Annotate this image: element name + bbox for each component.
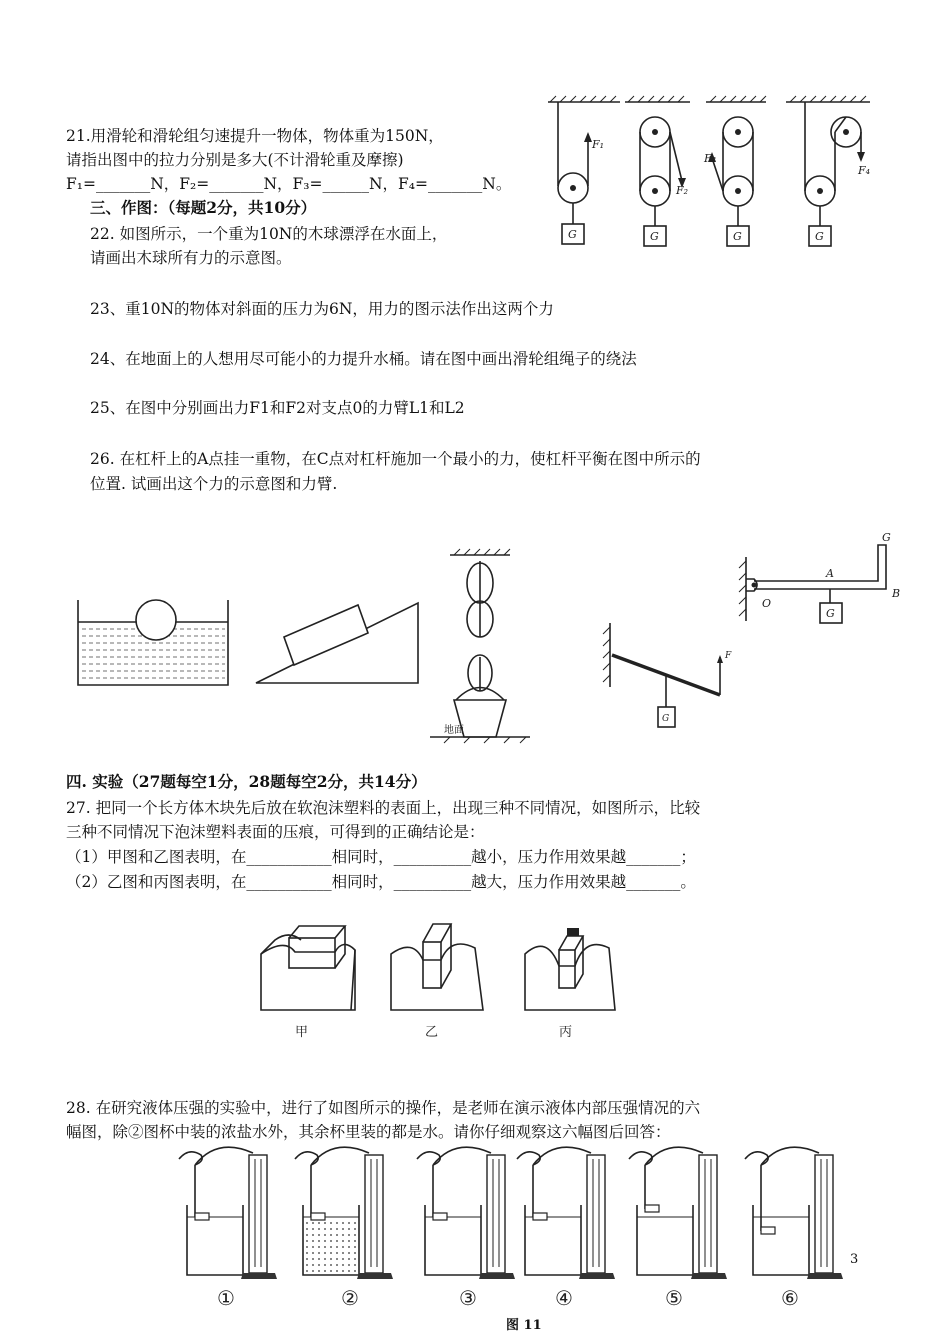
page-number: 3 bbox=[850, 1252, 859, 1267]
section3-heading: 三、作图：（每题2分，共10分） bbox=[90, 198, 317, 217]
pulley-1 bbox=[548, 96, 620, 244]
q27-line1: 27. 把同一个长方体木块先后放在软泡沫塑料的表面上，出现三种不同情况，如图所示，比较 bbox=[66, 799, 701, 817]
q27-blank2: （2）乙图和丙图表明，在___________相同时，__________越大，压力作用效果越_______。 bbox=[66, 873, 696, 891]
foam-figures bbox=[255, 918, 655, 1048]
beaker-setup bbox=[179, 1147, 277, 1279]
q26-line2: 位置. 试画出这个力的示意图和力臂. bbox=[90, 475, 338, 493]
pressure-experiment-figure bbox=[175, 1145, 875, 1320]
l-lever-figure bbox=[739, 531, 900, 623]
q21-line2: 请指出图中的拉力分别是多大(不计滑轮重及摩擦) bbox=[66, 151, 404, 169]
q23-text: 23、重10N的物体对斜面的压力为6N，用力的图示法作出这两个力 bbox=[90, 300, 554, 318]
svg-text:G: G bbox=[650, 230, 659, 243]
svg-text:G: G bbox=[662, 714, 670, 724]
wall-lever-figure bbox=[603, 623, 732, 727]
svg-text:A: A bbox=[826, 567, 834, 580]
foam-yi bbox=[391, 924, 483, 1040]
q21-line1: 21.用滑轮和滑轮组匀速提升一物体，物体重为150N， bbox=[66, 127, 444, 145]
floating-ball-figure bbox=[78, 600, 228, 685]
pulley-4 bbox=[786, 96, 870, 246]
q22-line2: 请画出木球所有力的示意图。 bbox=[90, 249, 292, 267]
q25-text: 25、在图中分别画出力F1和F2对支点0的力臂L1和L2 bbox=[90, 399, 465, 417]
svg-text:G: G bbox=[568, 228, 577, 241]
foam-jia bbox=[261, 926, 355, 1040]
q26-line1: 26. 在杠杆上的A点挂一重物，在C点对杠杆施加一个最小的力，使杠杆平衡在图中所示的 bbox=[90, 450, 701, 468]
svg-text:G: G bbox=[733, 230, 742, 243]
svg-text:G: G bbox=[882, 531, 891, 544]
q24-text: 24、在地面上的人想用尽可能小的力提升水桶。请在图中画出滑轮组绳子的绕法 bbox=[90, 350, 637, 368]
svg-text:F: F bbox=[725, 651, 732, 661]
svg-text:F₂: F₂ bbox=[676, 184, 689, 197]
pulley-bucket-figure bbox=[430, 549, 530, 743]
svg-text:F₄: F₄ bbox=[858, 164, 871, 177]
pulley-figure bbox=[540, 96, 900, 256]
svg-text:地面: 地面 bbox=[444, 725, 464, 736]
q28-line2: 幅图，除②图杯中装的浓盐水外，其余杯里装的都是水。请你仔细观察这六幅图后回答： bbox=[66, 1123, 671, 1141]
svg-text:乙: 乙 bbox=[425, 1025, 439, 1040]
section4-heading: 四. 实验（27题每空1分，28题每空2分，共14分） bbox=[66, 772, 427, 791]
beaker-label-5: ⑤ bbox=[665, 1286, 683, 1310]
pulley-3 bbox=[703, 96, 766, 246]
svg-text:丙: 丙 bbox=[559, 1025, 573, 1040]
pulley-2 bbox=[625, 96, 690, 246]
q21-blanks: F₁=_______N，F₂=_______N，F₃=______N，F₄=_______N。 bbox=[66, 175, 512, 193]
svg-text:B: B bbox=[892, 587, 901, 600]
q27-line2: 三种不同情况下泡沫塑料表面的压痕，可得到的正确结论是： bbox=[66, 823, 485, 841]
svg-text:F₁: F₁ bbox=[592, 138, 605, 151]
beaker-label-4: ④ bbox=[555, 1286, 573, 1310]
beaker-setup bbox=[517, 1147, 615, 1279]
svg-text:O: O bbox=[762, 597, 772, 610]
beaker-setup bbox=[295, 1147, 393, 1279]
q22-line1: 22. 如图所示，一个重为10N的木球漂浮在水面上， bbox=[90, 225, 448, 243]
beaker-setup bbox=[417, 1147, 515, 1279]
svg-text:甲: 甲 bbox=[295, 1025, 309, 1040]
q28-line1: 28. 在研究液体压强的实验中，进行了如图所示的操作，是老师在演示液体内部压强情况的六 bbox=[66, 1099, 701, 1117]
beaker-label-3: ③ bbox=[459, 1286, 477, 1310]
beaker-label-6: ⑥ bbox=[781, 1286, 799, 1310]
beaker-label-1: ① bbox=[217, 1286, 235, 1310]
beaker-label-2: ② bbox=[341, 1286, 359, 1310]
q27-blank1: （1）甲图和乙图表明，在___________相同时，__________越小，压力作用效果越_______； bbox=[66, 848, 696, 866]
foam-bing bbox=[525, 928, 615, 1040]
svg-text:G: G bbox=[826, 607, 835, 620]
svg-text:G: G bbox=[815, 230, 824, 243]
beaker-setup bbox=[629, 1147, 727, 1279]
beaker-setup bbox=[745, 1147, 843, 1279]
svg-text:F₃: F₃ bbox=[704, 152, 717, 165]
figure-caption: 图 11 bbox=[506, 1318, 542, 1333]
incline-figure bbox=[256, 603, 418, 683]
figures-row bbox=[70, 525, 950, 755]
